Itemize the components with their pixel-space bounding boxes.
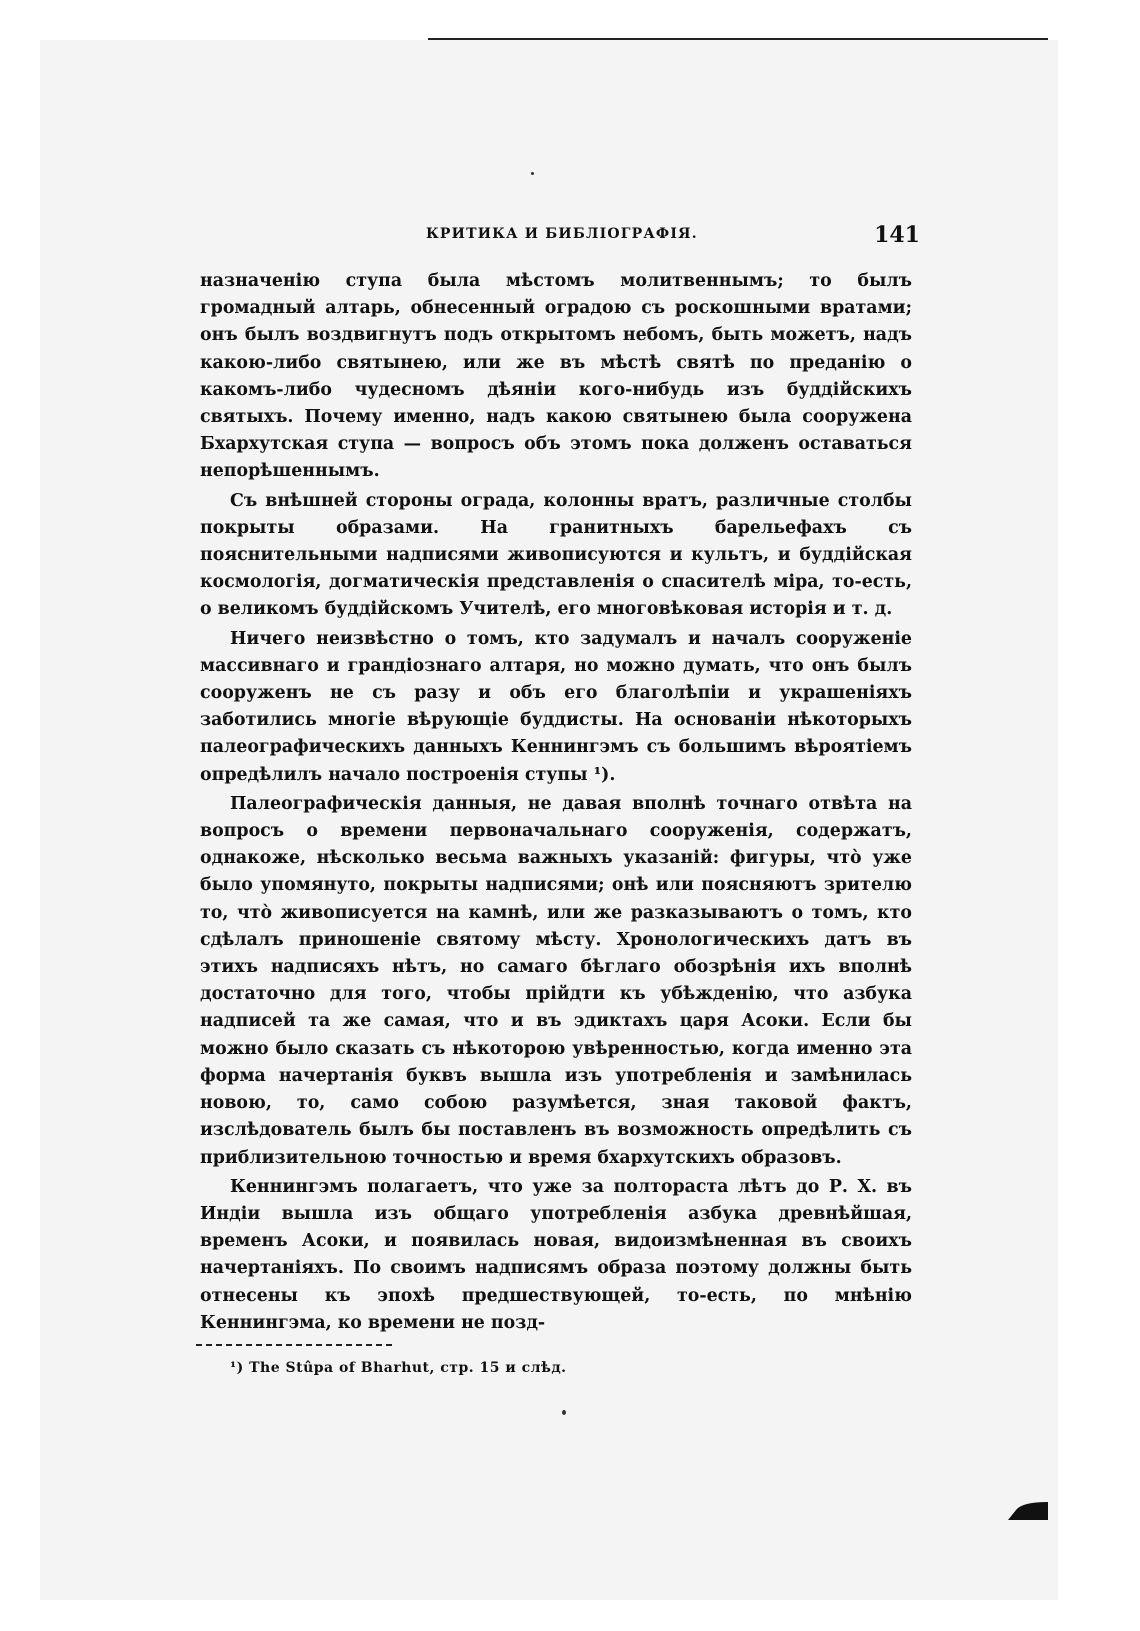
ink-speck [531,172,534,175]
paragraph: Ничего неизвѣстно о томъ, кто задумалъ и началъ сооруженiе массивнаго и грандiознаго алтаря, но можно думать, что онъ былъ сооруженъ не съ разу и объ его благолѣпiи и украшенiяхъ заботились многiе вѣрующiе буддисты. На основанiи нѣкоторыхъ палеографическихъ данныхъ Кеннингэмъ съ большимъ вѣроятiемъ опредѣлилъ начало построенiя ступы ¹). [200,628,912,785]
paragraph: назначенiю ступа была мѣстомъ молитвеннымъ; то былъ громадный алтарь, обнесенный оградою съ роскошными вратами; онъ былъ воздвигнутъ подъ открытомъ небомъ, быть можетъ, надъ какою-либо святынею, или же въ мѣстѣ святѣ по преданiю о какомъ-либо чудесномъ дѣянiи кого-нибудь изъ буддiйскихъ святыхъ. Почему именно, надъ какою святынею была сооружена Бхархутская ступа — вопросъ объ этомъ пока долженъ оставаться непорѣшеннымъ. [200,271,912,482]
top-border-rule [428,38,1048,40]
footnote-rule [196,1344,392,1346]
paragraph: Съ внѣшней стороны ограда, колонны вратъ, различные столбы покрыты образами. На гранитныхъ барельефахъ съ пояснительными надписями живописуются и культъ, и буддiйская космологiя, догматическiя представленiя о спасителѣ мiра, то-есть, о великомъ буддiйскомъ Учителѣ, его многовѣковая исторiя и т. д. [200,490,912,620]
page-number: 141 [874,222,920,248]
body-text [200,268,912,1339]
running-title: КРИТИКА И БИБЛIОГРАФIЯ. [426,226,698,242]
footnote: ¹) The Stûpa of Bharhut, стр. 15 и слѣд. [230,1360,567,1376]
ink-speck [562,1410,566,1415]
paragraph: Кеннингэмъ полагаетъ, что уже за полтораста лѣтъ до Р. Х. въ Индiи вышла изъ общаго употребленiя азбука древнѣйшая, временъ Асоки, и появилась новая, видоизмѣненная въ своихъ начертанiяхъ. По своимъ надписямъ образа поэтому должны быть отнесены къ эпохѣ предшествующей, то-есть, по мнѣнiю Кеннингэма, ко времени не позд- [200,1176,912,1333]
page-header [200,222,920,252]
paragraph: Палеографическiя данныя, не давая вполнѣ точнаго отвѣта на вопросъ о времени первоначальнаго сооруженiя, содержатъ, однакоже, нѣсколько весьма важныхъ указанiй: фигуры, что̀ уже было упомянуто, покрыты надписями; онѣ или поясняютъ зрителю то, что̀ живописуется на камнѣ, или же разказываютъ о томъ, кто сдѣлалъ приношенiе святому мѣсту. Хронологическихъ датъ въ этихъ надписяхъ нѣтъ, но самаго бѣглаго обозрѣнiя ихъ вполнѣ достаточно для того, чтобы прiйдти къ убѣжденiю, что азбука надписей та же самая, что и въ эдиктахъ царя Асоки. Если бы можно было сказать съ нѣкоторою увѣренностью, когда именно эта форма начертанiя буквъ вышла изъ употребленiя и замѣнилась новою, то, само собою разумѣется, зная таковой фактъ, изслѣдователь былъ бы поставленъ въ возможность опредѣлить съ приблизительною точностью и время бхархутскихъ образовъ. [200,793,912,1168]
scan-corner-mark [1008,1500,1048,1522]
